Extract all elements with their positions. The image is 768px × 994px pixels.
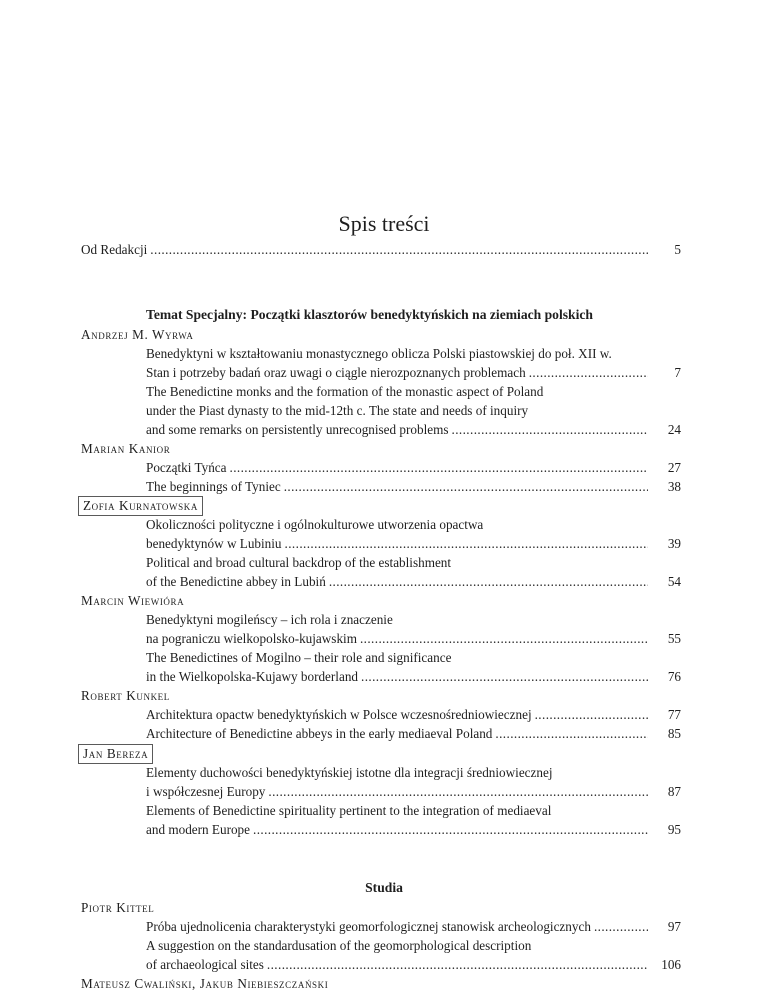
toc-entry-line[interactable]: Elements of Benedictine spirituality pertinent to the integration of mediaeval bbox=[146, 803, 552, 818]
dot-leader bbox=[230, 458, 649, 478]
toc-page-number: 106 bbox=[661, 957, 681, 972]
author-name: Marcin Wiewióra bbox=[81, 593, 185, 608]
toc-entry-last-line[interactable] bbox=[146, 705, 681, 725]
toc-entry-last-line[interactable] bbox=[146, 534, 681, 554]
dot-leader bbox=[452, 420, 648, 440]
toc-page-number: 85 bbox=[667, 726, 681, 741]
toc-entry-last-line[interactable] bbox=[146, 724, 681, 744]
toc-page-number: 55 bbox=[667, 631, 681, 646]
dot-leader bbox=[267, 955, 648, 975]
toc-entry-line[interactable]: Okoliczności polityczne i ogólnokulturowe utworzenia opactwa bbox=[146, 517, 484, 532]
toc-entry-line[interactable]: Elementy duchowości benedyktyńskiej istotne dla integracji średniowiecznej bbox=[146, 765, 553, 780]
toc-entry-editorial[interactable] bbox=[81, 240, 681, 260]
toc-entry-last-line[interactable] bbox=[146, 917, 681, 937]
dot-leader bbox=[495, 724, 648, 744]
dot-leader bbox=[529, 363, 648, 383]
author-name: Piotr Kittel bbox=[81, 900, 155, 915]
toc-page-number: 95 bbox=[667, 822, 681, 837]
toc-entry-title: of the Benedictine abbey in Lubiń bbox=[146, 574, 326, 589]
toc-entry-title: The beginnings of Tyniec bbox=[146, 479, 281, 494]
dot-leader bbox=[594, 917, 648, 937]
toc-entry-title: Architektura opactw benedyktyńskich w Polsce wczesnośredniowiecznej bbox=[146, 707, 532, 722]
dot-leader bbox=[329, 572, 648, 592]
toc-entry-title: and modern Europe bbox=[146, 822, 250, 837]
toc-page-number: 5 bbox=[674, 242, 681, 257]
dot-leader bbox=[285, 534, 648, 554]
toc-entry-last-line[interactable] bbox=[146, 420, 681, 440]
toc-entry-last-line[interactable] bbox=[146, 572, 681, 592]
toc-entry-last-line[interactable] bbox=[146, 458, 681, 478]
toc-page-number: 24 bbox=[667, 422, 681, 437]
toc-entry-line[interactable]: Benedyktyni mogileńscy – ich rola i znaczenie bbox=[146, 612, 393, 627]
toc-page-number: 39 bbox=[667, 536, 681, 551]
dot-leader bbox=[284, 477, 648, 497]
toc-entry-line[interactable]: A suggestion on the standardusation of the geomorphological description bbox=[146, 938, 532, 953]
toc-entry-title: of archaeological sites bbox=[146, 957, 264, 972]
section-heading-studia: Studia bbox=[365, 880, 403, 895]
toc-entry-line[interactable]: under the Piast dynasty to the mid-12th c. The state and needs of inquiry bbox=[146, 403, 529, 418]
toc-entry-last-line[interactable] bbox=[146, 477, 681, 497]
author-name-highlighted: Zofia Kurnatowska bbox=[78, 496, 203, 516]
toc-page-number: 76 bbox=[667, 669, 681, 684]
dot-leader bbox=[360, 629, 648, 649]
toc-entry-title: Początki Tyńca bbox=[146, 460, 227, 475]
dot-leader bbox=[535, 705, 648, 725]
toc-page-number: 7 bbox=[674, 365, 681, 380]
toc-page-number: 38 bbox=[667, 479, 681, 494]
toc-entry-line[interactable]: The Benedictine monks and the formation of the monastic aspect of Poland bbox=[146, 384, 544, 399]
author-name: Robert Kunkel bbox=[81, 688, 170, 703]
toc-entry-line[interactable]: The Benedictines of Mogilno – their role and significance bbox=[146, 650, 452, 665]
dot-leader bbox=[361, 667, 648, 687]
toc-entry-last-line[interactable] bbox=[146, 820, 681, 840]
dot-leader bbox=[150, 240, 648, 260]
toc-entry-title: Stan i potrzeby badań oraz uwagi o ciągle nierozpoznanych problemach bbox=[146, 365, 526, 380]
toc-entry-last-line[interactable] bbox=[146, 363, 681, 383]
author-name: Marian Kanior bbox=[81, 441, 171, 456]
toc-entry-last-line[interactable] bbox=[146, 629, 681, 649]
author-name-highlighted: Jan Bereza bbox=[78, 744, 153, 764]
toc-entry-title: i współczesnej Europy bbox=[146, 784, 266, 799]
toc-entry-title: na pograniczu wielkopolsko-kujawskim bbox=[146, 631, 357, 646]
toc-entry-title: and some remarks on persistently unrecognised problems bbox=[146, 422, 449, 437]
toc-entry-title: benedyktynów w Lubiniu bbox=[146, 536, 282, 551]
dot-leader bbox=[268, 782, 648, 802]
toc-entry-title: Próba ujednolicenia charakterystyki geomorfologicznej stanowisk archeologicznych bbox=[146, 919, 591, 934]
toc-entry-line[interactable]: Political and broad cultural backdrop of the establishment bbox=[146, 555, 452, 570]
toc-entry-line[interactable]: Benedyktyni w kształtowaniu monastycznego oblicza Polski piastowskiej do poł. XII w. bbox=[146, 346, 612, 361]
toc-entry-last-line[interactable] bbox=[146, 955, 681, 975]
author-name: Mateusz Cwaliński, Jakub Niebieszczański bbox=[81, 976, 329, 991]
toc-entry-last-line[interactable] bbox=[146, 782, 681, 802]
toc-page-number: 27 bbox=[667, 460, 681, 475]
toc-page-number: 54 bbox=[667, 574, 681, 589]
dot-leader bbox=[253, 820, 648, 840]
toc-page-number: 97 bbox=[667, 919, 681, 934]
toc-entry-last-line[interactable] bbox=[146, 667, 681, 687]
author-name: Andrzej M. Wyrwa bbox=[81, 327, 194, 342]
toc-page-number: 87 bbox=[667, 784, 681, 799]
toc-page-number: 77 bbox=[667, 707, 681, 722]
toc-entry-title: Architecture of Benedictine abbeys in the early mediaeval Poland bbox=[146, 726, 493, 741]
toc-entry-title: Od Redakcji bbox=[81, 242, 148, 257]
page-title: Spis treści bbox=[338, 210, 430, 236]
section-heading-special: Temat Specjalny: Początki klasztorów benedyktyńskich na ziemiach polskich bbox=[146, 307, 593, 322]
toc-entry-title: in the Wielkopolska-Kujawy borderland bbox=[146, 669, 359, 684]
